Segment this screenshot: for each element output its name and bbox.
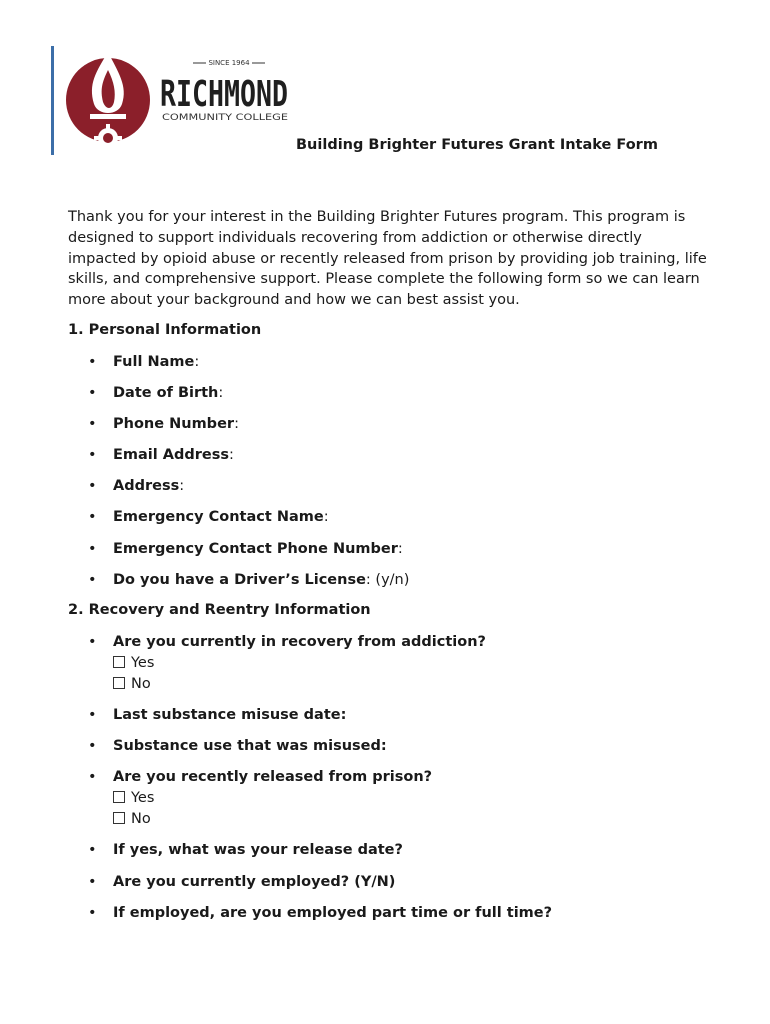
option-label: Yes	[131, 654, 155, 671]
header-rule	[51, 46, 54, 155]
bullet: •	[88, 385, 97, 401]
checkbox-icon[interactable]	[113, 812, 125, 824]
label-suffix: :	[234, 416, 239, 432]
label-suffix: :	[194, 354, 200, 370]
question-label: Substance use that was misused:	[113, 738, 387, 754]
label-suffix: : (y/n)	[365, 572, 410, 588]
field-label: Email Address	[113, 447, 230, 463]
question-label: If yes, what was your release date?	[113, 842, 403, 858]
option-label: No	[131, 810, 151, 827]
field-label: Date of Birth	[113, 385, 219, 401]
bullet: •	[88, 572, 97, 588]
field-label: Emergency Contact Phone Number	[113, 541, 398, 557]
section-heading-recovery-reentry: 2. Recovery and Reentry Information	[68, 602, 371, 618]
question-label: If employed, are you employed part time or full time?	[113, 905, 553, 921]
bullet: •	[88, 634, 97, 650]
label-suffix: :	[397, 541, 403, 557]
flame-gear-logo-icon	[66, 44, 298, 156]
field-label: Address	[113, 478, 180, 494]
question-label: Are you recently released from prison?	[113, 769, 433, 785]
bullet: •	[88, 842, 97, 858]
bullet: •	[88, 354, 97, 370]
option-no[interactable]	[113, 674, 486, 695]
field-label: Phone Number	[113, 416, 235, 432]
bullet: •	[88, 478, 97, 494]
bullet: •	[88, 509, 97, 525]
question-label: Are you currently in recovery from addiction?	[113, 634, 486, 650]
checkbox-icon[interactable]	[113, 656, 125, 668]
bullet: •	[88, 874, 97, 890]
bullet: •	[88, 905, 97, 921]
logo-name: RICHMOND	[160, 74, 288, 115]
label-suffix: :	[229, 447, 234, 463]
option-no[interactable]	[113, 809, 432, 830]
bullet: •	[88, 447, 97, 463]
bullet: •	[88, 541, 97, 557]
college-logo	[66, 44, 298, 156]
field-label: Emergency Contact Name	[113, 509, 324, 525]
bullet: •	[88, 707, 97, 723]
option-label: Yes	[131, 789, 155, 806]
question-label: Are you currently employed? (Y/N)	[113, 874, 396, 890]
option-label: No	[131, 675, 151, 692]
label-suffix: :	[179, 478, 185, 494]
option-yes[interactable]	[113, 788, 432, 809]
label-suffix: :	[218, 385, 224, 401]
checkbox-icon[interactable]	[113, 677, 125, 689]
question-label: Last substance misuse date:	[113, 707, 347, 723]
bullet: •	[88, 416, 97, 432]
bullet: •	[88, 769, 97, 785]
label-suffix: :	[323, 509, 329, 525]
field-label: Do you have a Driver’s License	[113, 572, 366, 588]
bullet: •	[88, 738, 97, 754]
logo-subname: COMMUNITY COLLEGE	[162, 113, 289, 123]
section-heading-personal-information: 1. Personal Information	[68, 322, 262, 338]
page-title: Building Brighter Futures Grant Intake Form	[296, 137, 658, 153]
checkbox-icon[interactable]	[113, 791, 125, 803]
field-label: Full Name	[113, 354, 195, 370]
logo-since-text: SINCE 1964	[208, 59, 250, 67]
intro-paragraph: Thank you for your interest in the Building Brighter Futures program. This program is designed to support individuals recovering from addiction or otherwise directly impacted by opioid abuse or recently released from prison by providing job training, life skills, and comprehensive support. Please complete the following form so we can learn more about your background and how we can best assist you.	[68, 209, 707, 309]
option-yes[interactable]	[113, 653, 486, 674]
